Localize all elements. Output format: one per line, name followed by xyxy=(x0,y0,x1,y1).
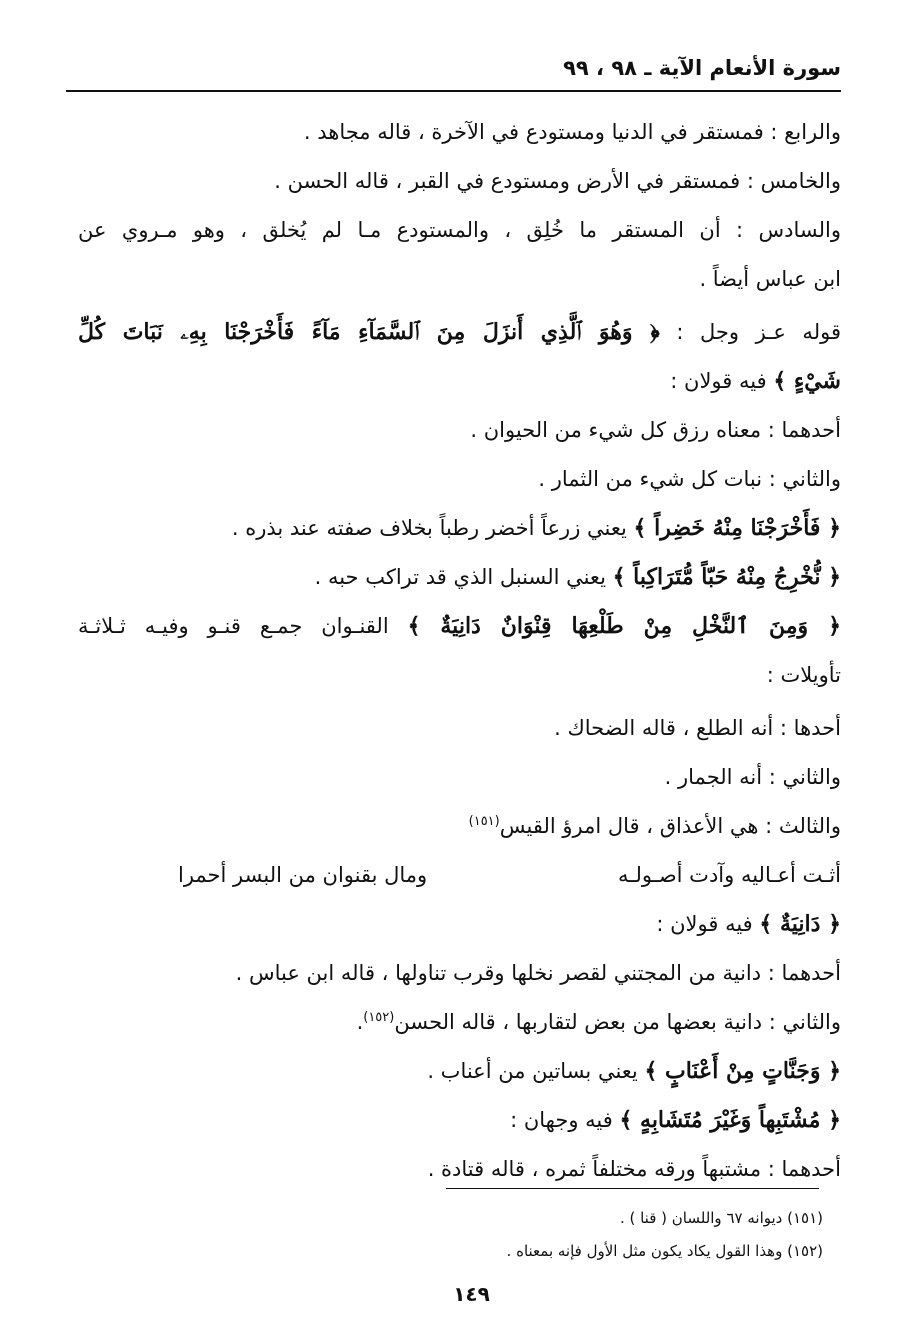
text-line: والسادس : أن المستقر ما خُلِق ، والمستودع مـا لم يُخلق ، وهو مـروي عن xyxy=(78,218,841,242)
text-line: أحدها : أنه الطلع ، قاله الضحاك . xyxy=(554,716,841,740)
running-header xyxy=(66,56,841,88)
text-line xyxy=(78,308,841,357)
footnote-rule xyxy=(446,1188,819,1189)
text-span: فيه وجهان : xyxy=(510,1108,613,1132)
poem-hemistich-first: أثـت أعـاليه وآدت أصـولـه xyxy=(618,863,841,887)
text-span: يعني زرعاً أخضر رطباً بخلاف صفته عند بذره . xyxy=(231,516,627,540)
text-span: القنـوان جمـع قنـو وفيـه ثـلاثـة xyxy=(78,614,389,638)
poem-verse xyxy=(78,851,841,900)
text-line xyxy=(78,602,841,651)
text-line xyxy=(78,1096,841,1145)
text-span: والثالث : هي الأعذاق ، قال امرؤ القيس xyxy=(499,814,841,838)
quran-verse: ﴿ فَأَخْرَجْنَا مِنْهُ خَضِراً ﴾ xyxy=(633,515,841,541)
text-line xyxy=(78,553,841,602)
quran-verse: شَيْءٍ ﴾ xyxy=(773,368,841,394)
poem-hemistich-second: ومال بقنوان من البسر أحمرا xyxy=(178,863,428,887)
text-line: والثاني : أنه الجمار . xyxy=(664,765,841,789)
text-span: . xyxy=(356,1010,364,1034)
quran-verse: ﴿ وَجَنَّاتٍ مِنْ أَعْنَابٍ ﴾ xyxy=(644,1058,841,1084)
text-line: والرابع : فمستقر في الدنيا ومستودع في الآخرة ، قاله مجاهد . xyxy=(303,120,841,144)
quran-verse: ﴿ مُشْتَبِهاً وَغَيْرَ مُتَشَابِهٍ ﴾ xyxy=(619,1107,841,1133)
text-line xyxy=(78,998,841,1047)
text-line: والثاني : نبات كل شيء من الثمار . xyxy=(538,467,841,491)
header-rule xyxy=(66,90,841,92)
text-line: ابن عباس أيضاً . xyxy=(699,267,841,291)
text-line: أحدهما : معناه رزق كل شيء من الحيوان . xyxy=(470,418,841,442)
text-span: يعني بساتين من أعناب . xyxy=(427,1059,638,1083)
text-line: والخامس : فمستقر في الأرض ومستودع في القبر ، قاله الحسن . xyxy=(274,169,841,193)
text-line xyxy=(78,1047,841,1096)
text-span: فيه قولان : xyxy=(670,369,767,393)
quran-verse: ﴿ وَهُوَ ٱلَّذِي أَنزَلَ مِنَ ٱلسَّمَآءِ مَآءً فَأَخْرَجْنَا بِهِۦ نَبَاتَ كُلِّ xyxy=(78,319,660,345)
footnote: (١٥٢) وهذا القول يكاد يكون مثل الأول فإنه بمعناه . xyxy=(506,1242,823,1260)
text-line: أحدهما : دانية من المجتني لقصر نخلها وقرب تناولها ، قاله ابن عباس . xyxy=(235,961,841,985)
quran-verse: ﴿ وَمِنَ ٱلنَّخْلِ مِنْ طَلْعِهَا قِنْوَانٌ دَانِيَةٌ ﴾ xyxy=(407,613,841,639)
footnote-ref: (١٥٢) xyxy=(363,1010,395,1025)
text-line xyxy=(78,357,841,406)
header-title: سورة الأنعام الآية ـ ٩٨ ، ٩٩ xyxy=(563,56,841,80)
text-line xyxy=(78,802,841,851)
text-span: والثاني : دانية بعضها من بعض لتقاربها ، قاله الحسن xyxy=(394,1010,841,1034)
text-line: أحدهما : مشتبهاً ورقه مختلفاً ثمره ، قاله قتادة . xyxy=(427,1157,841,1181)
main-text xyxy=(78,108,841,1194)
text-line xyxy=(78,504,841,553)
page-number: ١٤٩ xyxy=(453,1282,490,1306)
footnotes xyxy=(300,1202,823,1268)
footnote: (١٥١) ديوانه ٦٧ واللسان ( قنا ) . xyxy=(619,1209,823,1227)
quran-verse: ﴿ دَانِيَةٌ ﴾ xyxy=(759,911,841,937)
text-line xyxy=(78,900,841,949)
quran-verse: ﴿ نُّخْرِجُ مِنْهُ حَبّاً مُّتَرَاكِباً ﴾ xyxy=(612,564,841,590)
text-line: تأويلات : xyxy=(766,663,841,687)
text-span: يعني السنبل الذي قد تراكب حبه . xyxy=(314,565,606,589)
footnote-ref: (١٥١) xyxy=(468,814,500,829)
text-span: فيه قولان : xyxy=(656,912,753,936)
text-span: قوله عـز وجل : xyxy=(676,320,841,344)
